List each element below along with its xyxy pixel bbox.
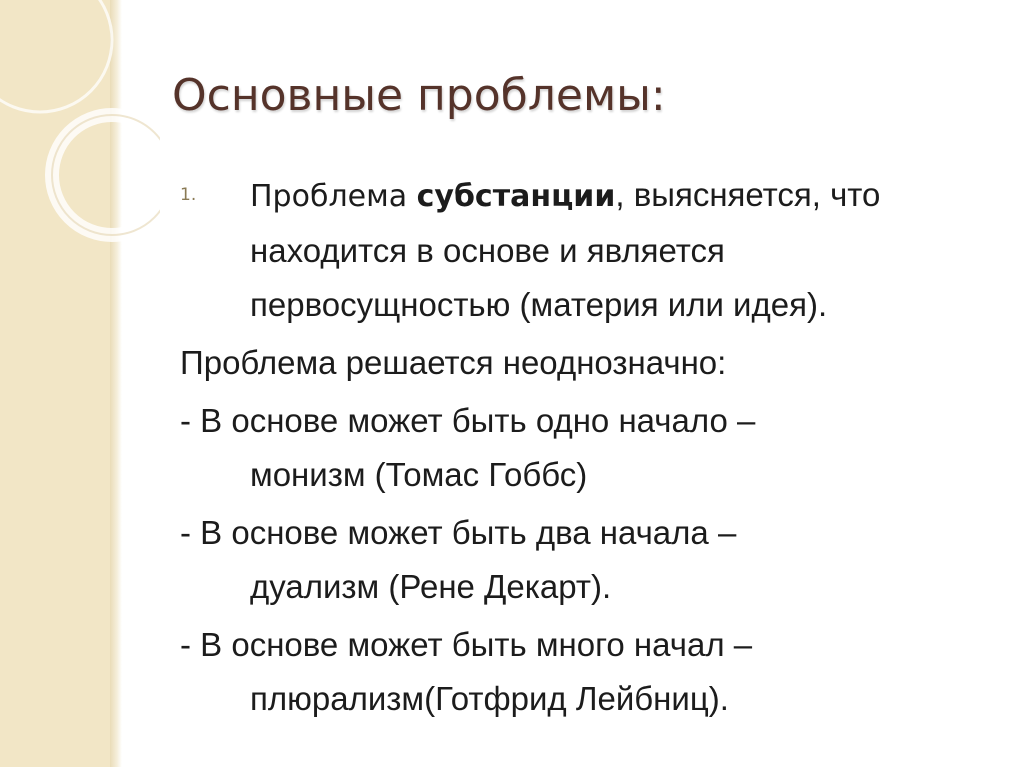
- monism-line-1: - В основе может быть одно начало –: [180, 402, 756, 439]
- list-number-marker: 1.: [180, 185, 197, 205]
- paragraph-solution: [180, 336, 1000, 390]
- item-line-1: [250, 168, 1000, 224]
- item-prefix: Проблема: [250, 179, 417, 214]
- dualism-line-2: дуализм (Рене Декарт).: [250, 568, 612, 605]
- monism-line-2: монизм (Томас Гоббс): [250, 456, 588, 493]
- dualism-line-1: - В основе может быть два начала –: [180, 514, 737, 551]
- slide-title: Основные проблемы:: [172, 70, 666, 121]
- slide-body: [180, 168, 1000, 730]
- numbered-item-substance: [180, 168, 1000, 332]
- item-line-1-rest: , выясняется, что: [615, 176, 881, 213]
- paragraph-dualism: [180, 506, 1000, 614]
- paragraph-solution-text: Проблема решается неоднозначно:: [180, 344, 727, 381]
- pluralism-line-1: - В основе может быть много начал –: [180, 626, 753, 663]
- pluralism-line-2: плюрализм(Готфрид Лейбниц).: [250, 680, 729, 717]
- paragraph-monism: [180, 394, 1000, 502]
- item-line-3: первосущностью (материя или идея).: [250, 286, 828, 323]
- decorative-rings: [0, 0, 160, 260]
- paragraph-pluralism: [180, 618, 1000, 726]
- item-line-2: находится в основе и является: [250, 232, 725, 269]
- item-bold-term: субстанции: [416, 179, 616, 214]
